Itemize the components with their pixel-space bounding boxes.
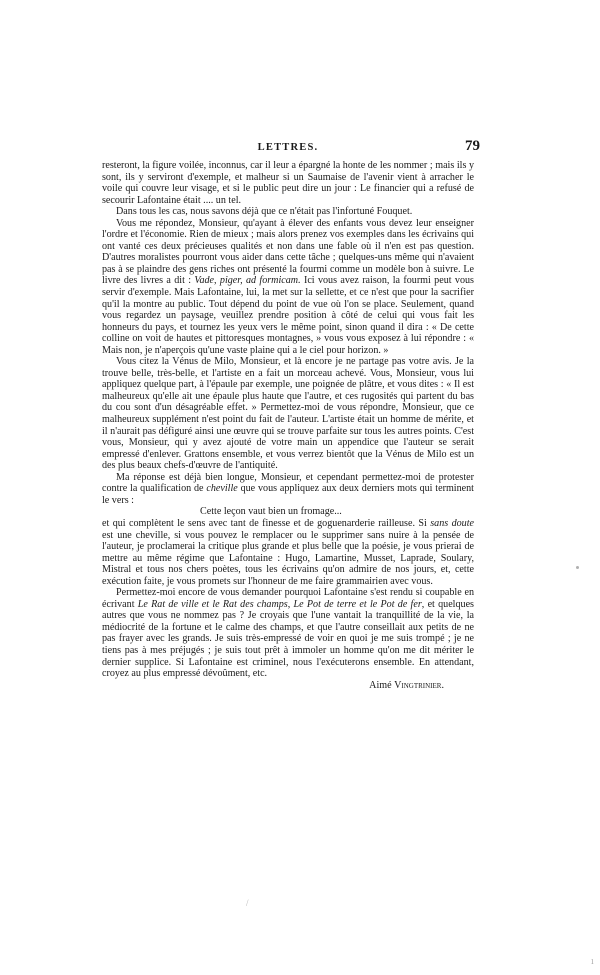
page-number: 79	[465, 138, 480, 154]
latin-quote: Vade, piger, ad formicam.	[194, 275, 301, 287]
paragraph-5	[102, 472, 474, 507]
running-head: LETTRES.	[257, 142, 319, 153]
corner-number: 1	[590, 958, 594, 966]
fable-title-pot: Le Pot de terre et le Pot de fer	[293, 598, 422, 610]
paragraph-7-part-a: Permettez-moi encore de vous demander pourquoi Lafontaine s'est rendu si coupable en écrivant	[102, 587, 474, 610]
paragraph-5-part-a: Ma réponse est déjà bien longue, Monsieur, et cependant permettez-moi de protester contre la qualification de	[102, 471, 474, 495]
paragraph-1: resteront, la figure voilée, inconnus, car il leur a épargné la honte de les nommer ; mais ils y sont, ils y serviront d'exemple, et malheur si un Saumaise de l'avenir vient à arracher le voile qui couvre leur visage, et si le public peut dire un jour : Le financier qui a refusé de secourir Lafontaine était .... un tel.	[102, 160, 474, 206]
paragraph-6-part-b: est une cheville, si vous pouvez le remplacer ou le supprimer sans nuire à la pensée de l'auteur, je proclamerai la critique plus grande et plus belle que la poésie, je vous prierai de mettre au même régime que Lafontaine : Hugo, Lamartine, Musset, Laprade, Soulary, Mistral et tous nos chers poètes, tous les écrivains qu'on admire de nos jours, et, cette exécution faite, je vous promets sur l'honneur de me faire grammairien avec vous.	[102, 529, 474, 587]
page-header	[102, 138, 480, 160]
paragraph-7-part-b: , et quelques autres que vous ne nommez pas ? Je croyais que l'une vantait la tranquillité de la vie, la médiocrité de la fortune et le calme des champs, et que l'autre conseillait aux petits de ne pas frayer avec les grands. Je suis très-empressé de voir en quoi je me suis trompé ; je ne tiens pas à mes préjugés ; je suis tout prêt à immoler un homme qu'on me dit mériter le dernier supplice. Si Lafontaine est criminel, nous l'exécuterons ensemble. En attendant, croyez au plus empressé dévoûment, etc.	[102, 598, 474, 680]
quoted-verse: Cette leçon vaut bien un fromage...	[200, 506, 342, 518]
bottom-margin-mark: /	[246, 898, 249, 908]
paragraph-3-part-b: Ici vous avez raison, la fourmi peut vous servir d'exemple. Mais Lafontaine, lui, la met sur la sellette, et ce n'est que pour la sacrifier qu'il la montre au public. Tout dépend du point de vue où l'on se place. Seulement, quand vous regardez un paysage, veuillez prendre position à côté de celui qui vous fait les honneurs du pays, et tournez les yeux vers le même point, sinon quand il dira : « De cette colline on voit de hautes et pittoresques montagnes, » vous vous exposez à lui répondre : « Mais non, je n'aperçois qu'une vaste plaine qui a le ciel pour horizon. »	[102, 275, 474, 356]
letter-body	[102, 160, 474, 691]
signature-last-name: Vingtrinier.	[394, 679, 444, 691]
paragraph-3	[102, 218, 474, 357]
paragraph-2: Dans tous les cas, nous savons déjà que ce n'était pas l'infortuné Fouquet.	[116, 206, 413, 218]
paragraph-5-part-b: que vous appliquez aux deux derniers mots qui terminent le vers :	[102, 483, 474, 506]
signature	[369, 680, 444, 692]
fable-title-rat: Le Rat de ville et le Rat des champs	[137, 598, 288, 610]
term-cheville: cheville	[206, 483, 238, 495]
paragraph-7	[102, 587, 474, 679]
paper-speck	[576, 566, 579, 569]
document-page	[102, 138, 480, 691]
paragraph-4: Vous citez la Vénus de Milo, Monsieur, et là encore je ne partage pas votre avis. Je la trouve belle, très-belle, et l'artiste en a fait un morceau achevé. Vous, Monsieur, vous lui appliquez quelque part, à l'épaule par exemple, une poignée de plâtre, et vous dites : « Il est malheureux qu'elle ait une épaule plus haute que l'autre, et ces rugosités qui partent du bas du cou sont d'un désagréable effet. » Permettez-moi de vous répondre, Monsieur, que ce malheureux supplément n'est point du fait de l'auteur. L'artiste était un homme de mérite, et il n'aurait pas défiguré ainsi une œuvre qui se trouve parfaite sur tous les autres points. C'est vous, Monsieur, qui y avez ajouté de votre main un appendice que l'auteur se serait empressé d'enlever. Grattons ensemble, et vous verrez bientôt que la Vénus de Milo est un des plus beaux chefs-d'œuvre de l'antiquité.	[102, 356, 474, 472]
paragraph-6-part-a: et qui complètent le sens avec tant de finesse et de goguenarderie railleuse. Si	[102, 517, 431, 529]
paragraph-3-part-a: Vous me répondez, Monsieur, qu'ayant à élever des enfants vous devez leur enseigner l'ordre et l'économie. Rien de mieux ; mais alors prenez vos exemples dans les écrivains qui ont vanté ces deux précieuses qualités et non dans une fable où il n'en est pas question. D'autres moralistes pourront vous aider dans cette tâche ; quelques-uns même qui n'avaient pas à se plaindre des gens riches ont présenté la fourmi comme un modèle bon à suivre. Le livre des livres a dit :	[102, 217, 474, 287]
paragraph-7-separator: ,	[287, 598, 294, 610]
term-sans-doute: sans doute	[430, 517, 474, 529]
paragraph-6	[102, 518, 474, 587]
signature-line	[102, 680, 474, 692]
signature-first-name: Aimé	[369, 679, 392, 691]
